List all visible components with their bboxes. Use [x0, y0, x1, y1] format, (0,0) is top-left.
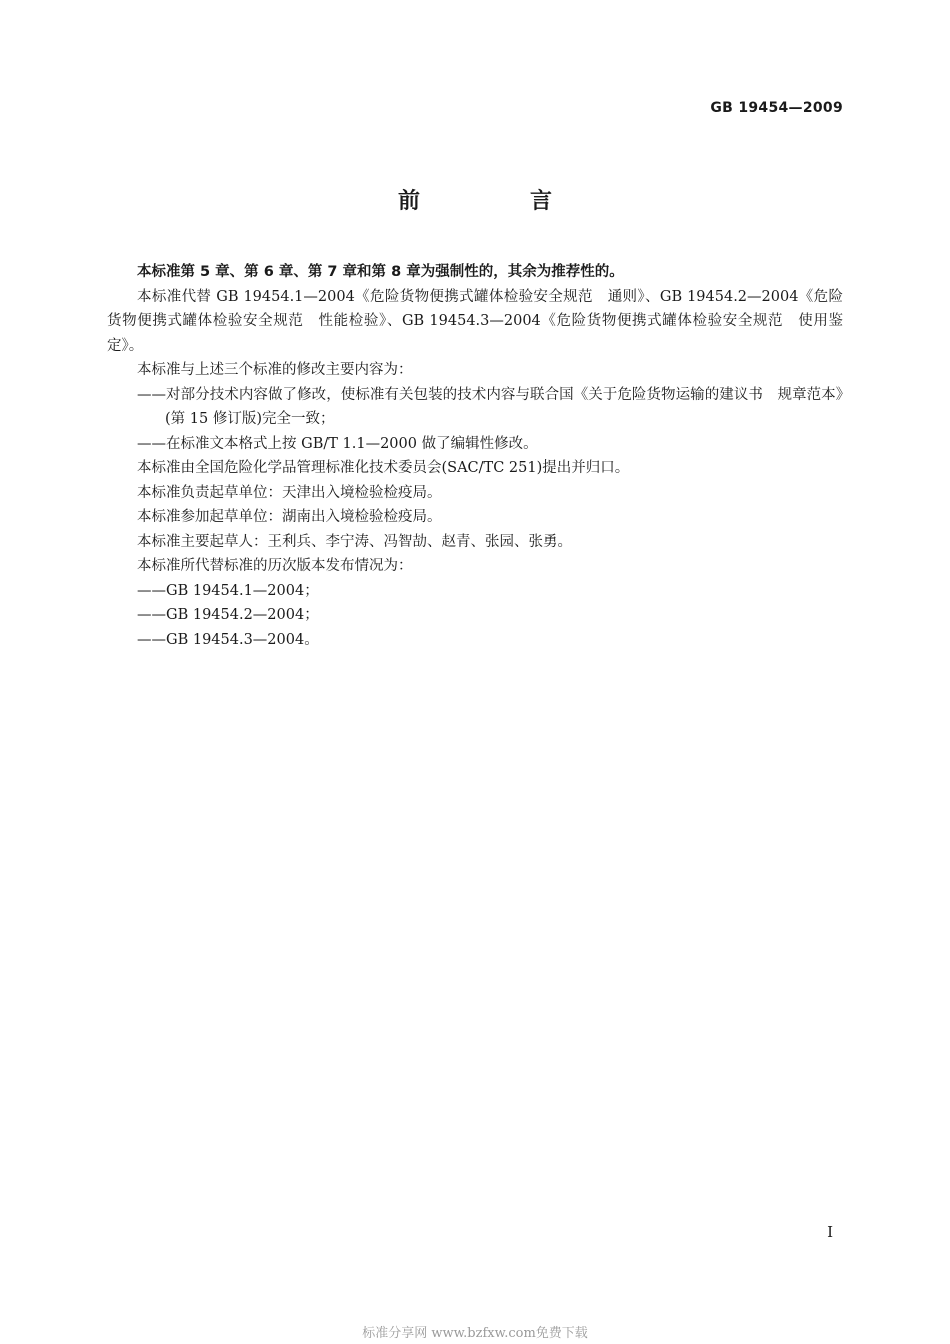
list-item-history-2: ——GB 19454.2—2004；	[137, 607, 319, 623]
paragraph-participating-unit: 本标准参加起草单位：湖南出入境检验检疫局。	[137, 509, 442, 525]
paragraph-changes-intro: 本标准与上述三个标准的修改主要内容为：	[137, 362, 413, 378]
watermark: 标准分享网 www.bzfxw.com免费下载	[362, 1326, 588, 1341]
paragraph-mandatory-chapters: 本标准第 5 章、第 6 章、第 7 章和第 8 章为强制性的，其余为推荐性的。	[137, 264, 624, 280]
paragraph-main-drafters: 本标准主要起草人：王利兵、李宁涛、冯智劼、赵青、张园、张勇。	[137, 533, 572, 550]
page-number: I	[827, 1223, 833, 1241]
preface-body	[107, 260, 843, 652]
standard-code: GB 19454—2009	[710, 100, 843, 116]
paragraph-lead-drafter-unit: 本标准负责起草单位：天津出入境检验检疫局。	[137, 484, 442, 501]
list-item-technical-changes: ——对部分技术内容做了修改，使标准有关包装的技术内容与联合国《关于危险货物运输的建议书 规章范本》(第 15 修订版)完全一致；	[137, 386, 843, 427]
list-item-history-3: ——GB 19454.3—2004。	[137, 631, 319, 648]
paragraph-history-intro: 本标准所代替标准的历次版本发布情况为：	[137, 558, 413, 574]
page-title: 前 言	[397, 189, 596, 214]
paragraph-proposed-by: 本标准由全国危险化学品管理标准化技术委员会(SAC/TC 251)提出并归口。	[137, 460, 630, 476]
paragraph-replaces: 本标准代替 GB 19454.1—2004《危险货物便携式罐体检验安全规范 通则》、GB 19454.2—2004《危险货物便携式罐体检验安全规范 性能检验》、GB 19454.3—2004《危险货物便携式罐体检验安全规范 使用鉴定》。	[107, 288, 843, 354]
list-item-history-1: ——GB 19454.1—2004；	[137, 582, 319, 599]
list-item-editorial-changes: ——在标准文本格式上按 GB/T 1.1—2000 做了编辑性修改。	[137, 435, 538, 452]
